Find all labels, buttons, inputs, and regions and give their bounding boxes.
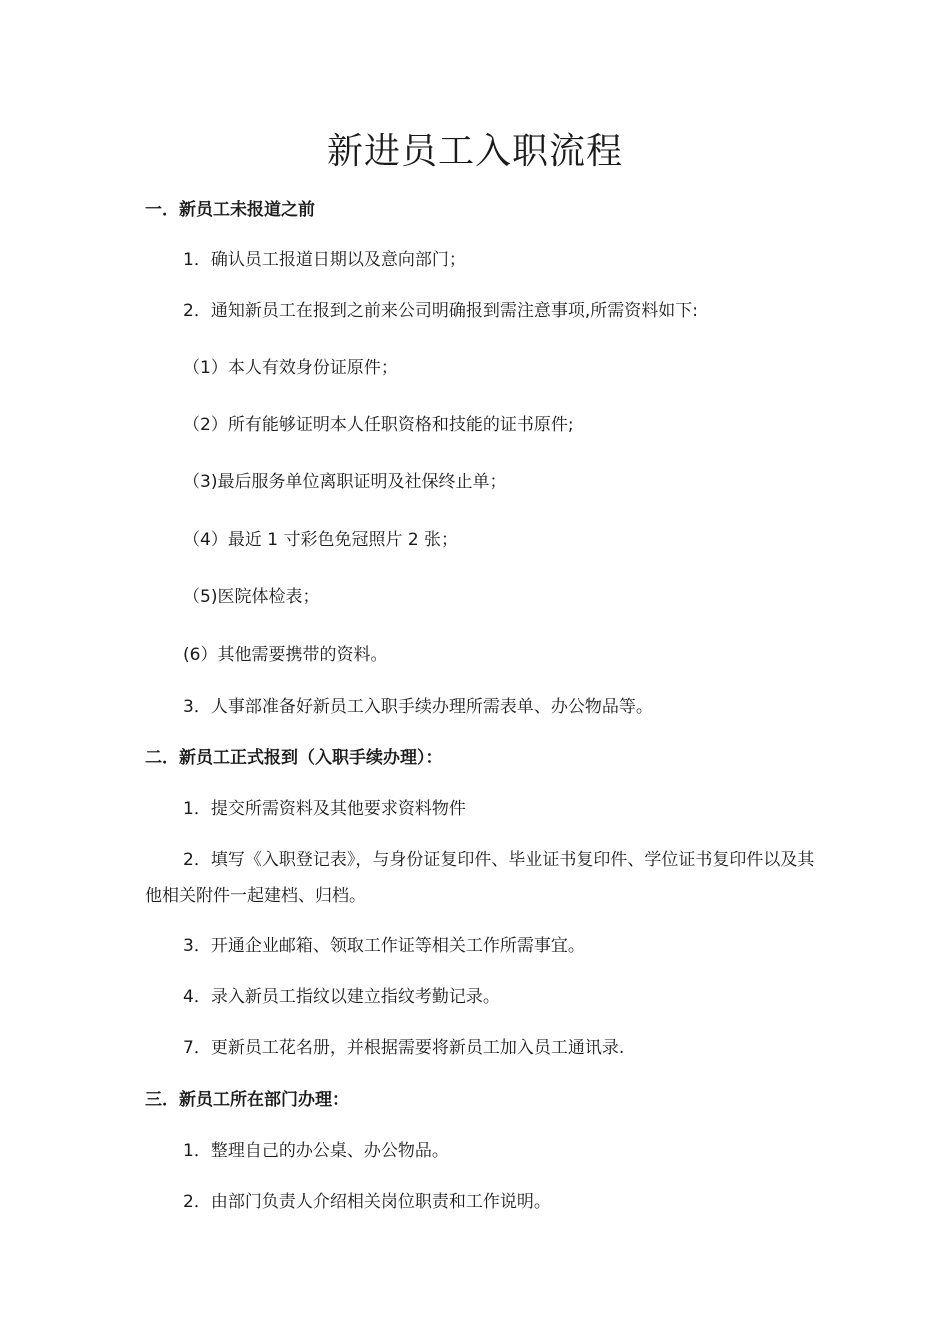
list-item: 1．整理自己的办公桌、办公物品。 <box>183 1141 449 1161</box>
sub-list-item: （5)医院体检表； <box>183 587 320 607</box>
section-heading-2: 二．新员工正式报到（入职手续办理）： <box>145 748 443 768</box>
sub-list-item: （1）本人有效身份证原件； <box>183 358 398 378</box>
list-item: 4．录入新员工指纹以建立指纹考勤记录。 <box>183 987 500 1007</box>
section-heading-3: 三．新员工所在部门办理： <box>145 1090 349 1110</box>
list-item: 1．确认员工报道日期以及意向部门； <box>183 250 466 270</box>
sub-list-item: （2）所有能够证明本人任职资格和技能的证书原件; <box>183 415 574 435</box>
sub-list-item: （3)最后服务单位离职证明及社保终止单； <box>183 472 507 492</box>
list-item: 2．通知新员工在报到之前来公司明确报到需注意事项,所需资料如下: <box>183 301 698 321</box>
list-item: 3．开通企业邮箱、领取工作证等相关工作所需事宜。 <box>183 936 585 956</box>
sub-list-item: (6）其他需要携带的资料。 <box>183 645 388 665</box>
list-item: 7．更新员工花名册，并根据需要将新员工加入员工通讯录. <box>183 1038 625 1058</box>
section-heading-1: 一．新员工未报道之前 <box>145 200 315 220</box>
sub-list-item: （4）最近 1 寸彩色免冠照片 2 张； <box>183 530 459 550</box>
list-item: 1．提交所需资料及其他要求资料物件 <box>183 799 466 819</box>
list-item: 2．填写《入职登记表》，与身份证复印件、毕业证书复印件、学位证书复印件以及其他相关附件一起建档、归档。 <box>145 850 815 906</box>
list-item: 2．由部门负责人介绍相关岗位职责和工作说明。 <box>183 1192 551 1212</box>
list-item: 3．人事部准备好新员工入职手续办理所需表单、办公物品等。 <box>183 697 653 717</box>
document-title: 新进员工入职流程 <box>326 131 623 172</box>
